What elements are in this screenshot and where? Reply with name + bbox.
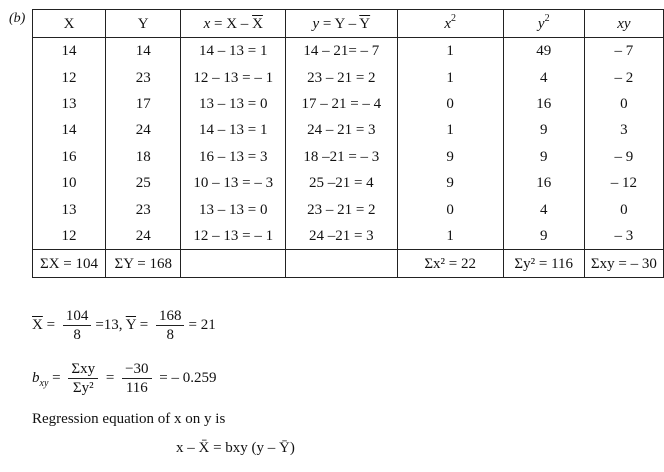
table-cell: 12 — [33, 64, 106, 90]
table-cell: 0 — [584, 196, 663, 222]
table-cell: 9 — [503, 144, 584, 170]
table-cell: 23 – 21 = 2 — [286, 64, 398, 90]
header-y-deviation: $y = Y - \overline{Y}$ — [286, 10, 398, 38]
table-cell: 13 — [33, 196, 106, 222]
table-cell: 16 — [503, 91, 584, 117]
table-cell: 1 — [397, 223, 503, 250]
table-cell: 18 — [105, 144, 181, 170]
table-cell: – 7 — [584, 38, 663, 65]
table-cell: 24 — [105, 223, 181, 250]
table-cell: 9 — [503, 223, 584, 250]
table-cell: – 9 — [584, 144, 663, 170]
table-cell: 0 — [397, 196, 503, 222]
regression-equation: x – X̄ = bxy (y – Ȳ) — [176, 440, 295, 456]
ybar-fraction: $\frac{168}{8}$ — [156, 307, 185, 344]
bxy-fraction-symbolic: $\frac{\text{Σxy}}{\text{Σy²}}$ — [68, 360, 98, 397]
table-cell: 13 – 13 = 0 — [181, 91, 286, 117]
sum-y-squared: Σy² = 116 — [503, 250, 584, 278]
table-cell: 14 — [33, 117, 106, 143]
table-cell: 23 — [105, 64, 181, 90]
table-cell: 24 – 21 = 3 — [286, 117, 398, 143]
sum-Y: ΣY = 168 — [105, 250, 181, 278]
sum-xy: Σxy = – 30 — [584, 250, 663, 278]
table-row — [33, 170, 664, 196]
sum-X: ΣX = 104 — [33, 250, 106, 278]
table-cell: 49 — [503, 38, 584, 65]
table-cell: 14 — [105, 38, 181, 65]
header-xy: xy — [584, 10, 663, 38]
empty-cell — [286, 250, 398, 278]
table-row — [33, 196, 664, 222]
table-cell: 10 — [33, 170, 106, 196]
table-cell: 12 — [33, 223, 106, 250]
table-cell: 9 — [397, 144, 503, 170]
table-cell: 18 –21 = – 3 — [286, 144, 398, 170]
table-cell: 23 – 21 = 2 — [286, 196, 398, 222]
header-x-deviation: $x = X - \overline{X}$ — [181, 10, 286, 38]
table-cell: 16 — [503, 170, 584, 196]
table-cell: 24 –21 = 3 — [286, 223, 398, 250]
table-cell: 14 — [33, 38, 106, 65]
table-cell: – 3 — [584, 223, 663, 250]
table-cell: 23 — [105, 196, 181, 222]
empty-cell — [181, 250, 286, 278]
header-y-squared: $y^2$ — [503, 10, 584, 38]
table-cell: 9 — [397, 170, 503, 196]
table-row — [33, 117, 664, 143]
totals-row — [33, 250, 664, 278]
table-cell: 1 — [397, 117, 503, 143]
table-cell: 10 – 13 = – 3 — [181, 170, 286, 196]
table-cell: 16 — [33, 144, 106, 170]
table-cell: 1 — [397, 64, 503, 90]
table-cell: 12 – 13 = – 1 — [181, 64, 286, 90]
table-cell: 12 – 13 = – 1 — [181, 223, 286, 250]
table-cell: 17 — [105, 91, 181, 117]
table-row — [33, 144, 664, 170]
table-cell: 17 – 21 = – 4 — [286, 91, 398, 117]
header-x-squared: $x^2$ — [397, 10, 503, 38]
table-cell: 14 – 13 = 1 — [181, 117, 286, 143]
table-cell: 25 — [105, 170, 181, 196]
table-cell: 9 — [503, 117, 584, 143]
table-cell: 16 – 13 = 3 — [181, 144, 286, 170]
table-cell: 0 — [584, 91, 663, 117]
regression-table — [32, 9, 664, 278]
table-row — [33, 223, 664, 250]
header-Y: Y — [105, 10, 181, 38]
table-cell: – 2 — [584, 64, 663, 90]
table-cell: 13 — [33, 91, 106, 117]
table-cell: 13 – 13 = 0 — [181, 196, 286, 222]
bxy-line: $b_{xy}$ = $\frac{\text{Σxy}}{\text{Σy²}}$ = $\frac{-30}{116}$ = – 0.259 — [32, 361, 217, 396]
table-row — [33, 64, 664, 90]
table-cell: 14 – 13 = 1 — [181, 38, 286, 65]
table-cell: 4 — [503, 196, 584, 222]
sum-x-squared: Σx² = 22 — [397, 250, 503, 278]
part-label: (b) — [9, 11, 26, 26]
table-header-row — [33, 10, 664, 38]
header-X: X — [33, 10, 106, 38]
regression-caption: Regression equation of x on y is — [32, 411, 226, 427]
table-cell: 1 — [397, 38, 503, 65]
table-cell: 25 –21 = 4 — [286, 170, 398, 196]
table-cell: 0 — [397, 91, 503, 117]
table-row — [33, 91, 664, 117]
means-line: $\overline{X}$ = $\frac{104}{8}$ =13, $\overline{Y}$ = $\frac{168}{8}$ = 21 — [32, 308, 216, 343]
bxy-fraction-numeric: $\frac{-30}{116}$ — [122, 360, 151, 397]
table-cell: 3 — [584, 117, 663, 143]
table-cell: 24 — [105, 117, 181, 143]
table-row — [33, 38, 664, 65]
table-cell: – 12 — [584, 170, 663, 196]
xbar-fraction: $\frac{104}{8}$ — [63, 307, 92, 344]
table-cell: 4 — [503, 64, 584, 90]
table-cell: 14 – 21= – 7 — [286, 38, 398, 65]
